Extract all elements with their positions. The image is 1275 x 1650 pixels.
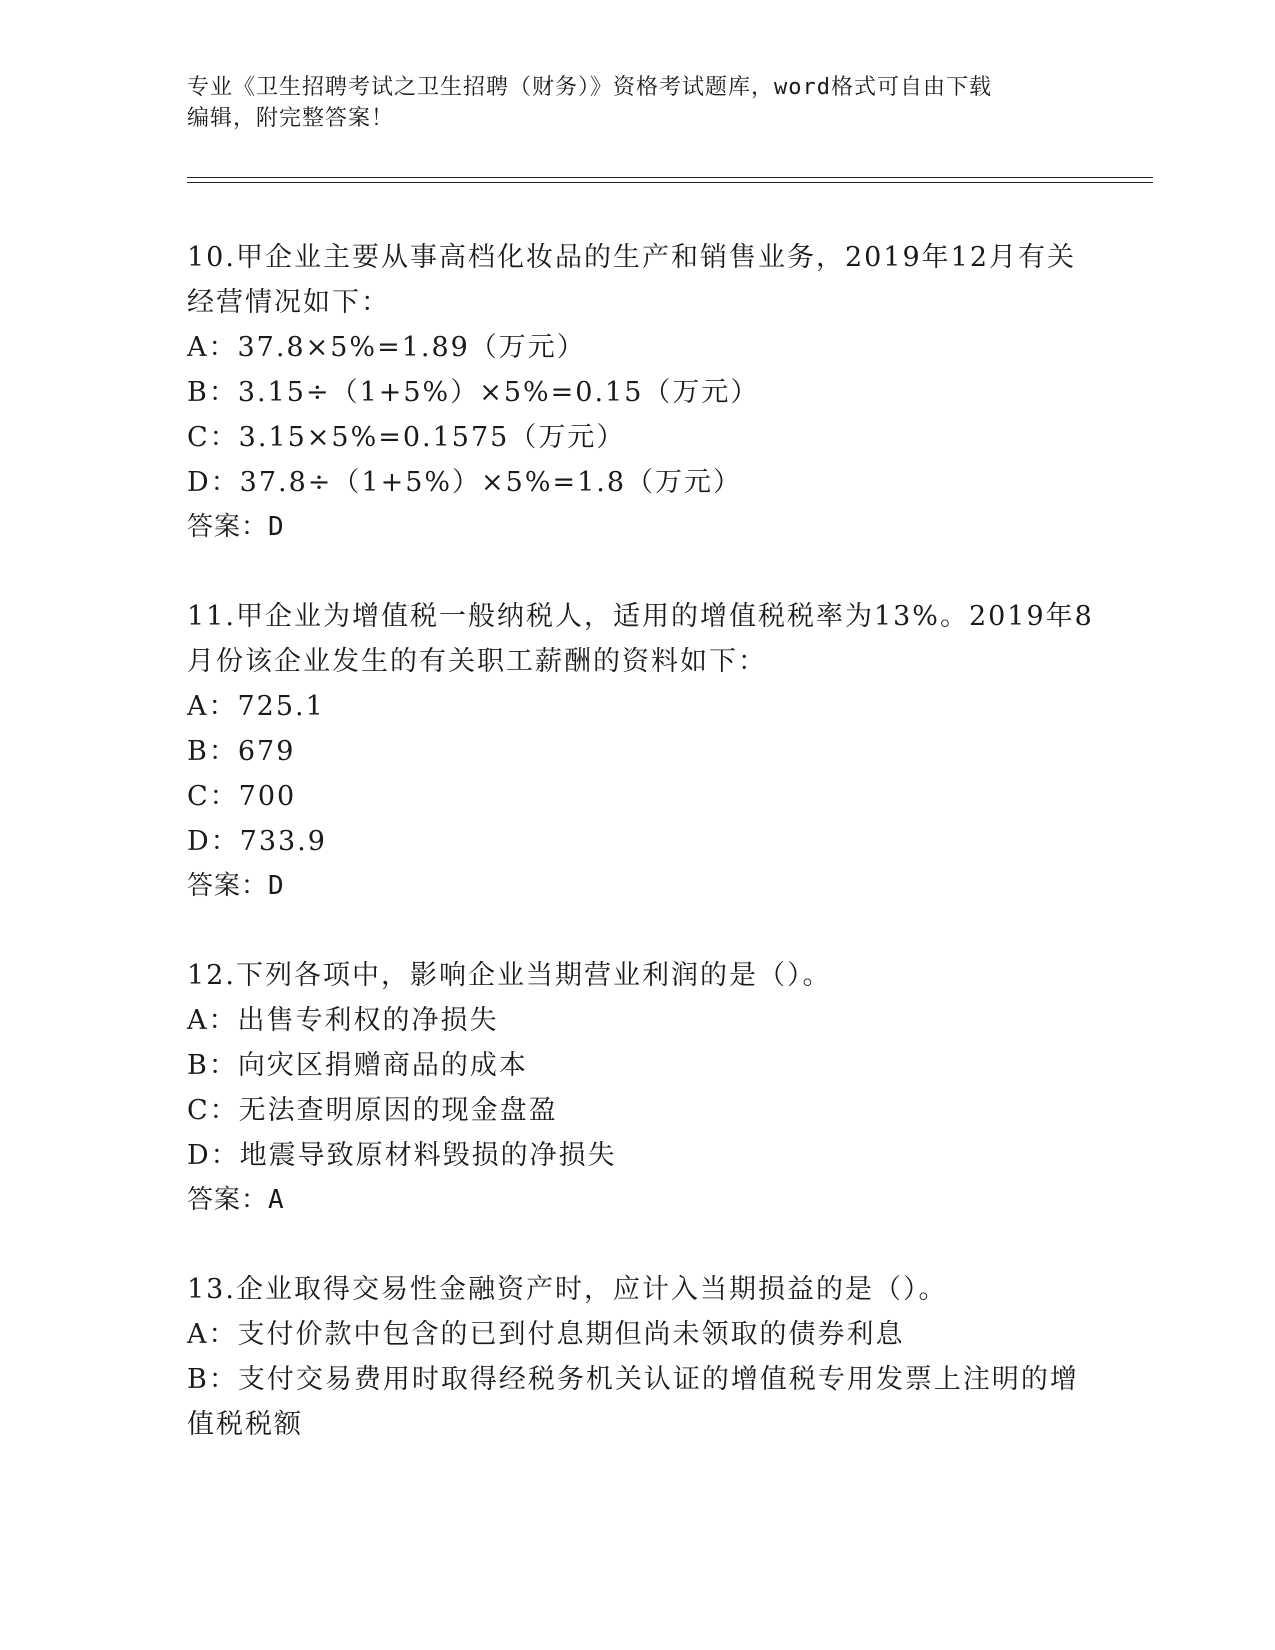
option-b: B：支付交易费用时取得经税务机关认证的增值税专用发票上注明的增: [187, 1364, 1079, 1395]
question-line: 10.甲企业主要从事高档化妆品的生产和销售业务，2019年12月有关: [187, 242, 1077, 273]
option-d: D：地震导致原材料毁损的净损失: [187, 1140, 617, 1171]
option-c: C：700: [187, 781, 297, 812]
question-12: [187, 953, 1087, 1223]
question-13: [187, 1267, 1087, 1447]
question-10: [187, 235, 1087, 550]
question-list: [187, 235, 1094, 1491]
option-a: A：37.8×5%=1.89（万元）: [187, 332, 586, 363]
option-d: D：733.9: [187, 826, 327, 857]
option-a: A：725.1: [187, 691, 325, 722]
question-line: 11.甲企业为增值税一般纳税人，适用的增值税税率为13%。2019年8: [187, 601, 1094, 632]
question-line: 12.下列各项中，影响企业当期营业利润的是（）。: [187, 960, 832, 991]
question-text: [187, 953, 1087, 998]
question-line: 月份该企业发生的有关职工薪酬的资料如下：: [187, 646, 767, 677]
answer-label: 答案：D: [187, 512, 285, 542]
question-text: [187, 235, 1087, 325]
option-b: B：679: [187, 736, 296, 767]
header-line-1: 专业《卫生招聘考试之卫生招聘（财务）》资格考试题库，word格式可自由下载: [187, 75, 992, 100]
document-header: [187, 72, 1067, 134]
question-text: [187, 594, 1094, 684]
option-c: C：无法查明原因的现金盘盈: [187, 1095, 558, 1126]
header-divider-bottom: [187, 182, 1153, 183]
option-b: B：3.15÷（1+5%）×5%=0.15（万元）: [187, 377, 760, 408]
answer-label: 答案：A: [187, 1185, 285, 1215]
question-line: 13.企业取得交易性金融资产时，应计入当期损益的是（）。: [187, 1274, 948, 1305]
option-c: C：3.15×5%=0.1575（万元）: [187, 422, 626, 453]
question-11: [187, 594, 1094, 909]
option-a: A：出售专利权的净损失: [187, 1005, 499, 1036]
option-b: B：向灾区捐赠商品的成本: [187, 1050, 528, 1081]
option-d: D：37.8÷（1+5%）×5%=1.8（万元）: [187, 467, 743, 498]
option-a: A：支付价款中包含的已到付息期但尚未领取的债券利息: [187, 1319, 905, 1350]
answer-label: 答案：D: [187, 871, 285, 901]
question-text: [187, 1267, 1087, 1312]
option-b-continued: 值税税额: [187, 1409, 303, 1440]
header-line-2: 编辑，附完整答案！: [187, 106, 395, 131]
header-divider-top: [187, 177, 1153, 178]
question-line: 经营情况如下：: [187, 287, 390, 318]
